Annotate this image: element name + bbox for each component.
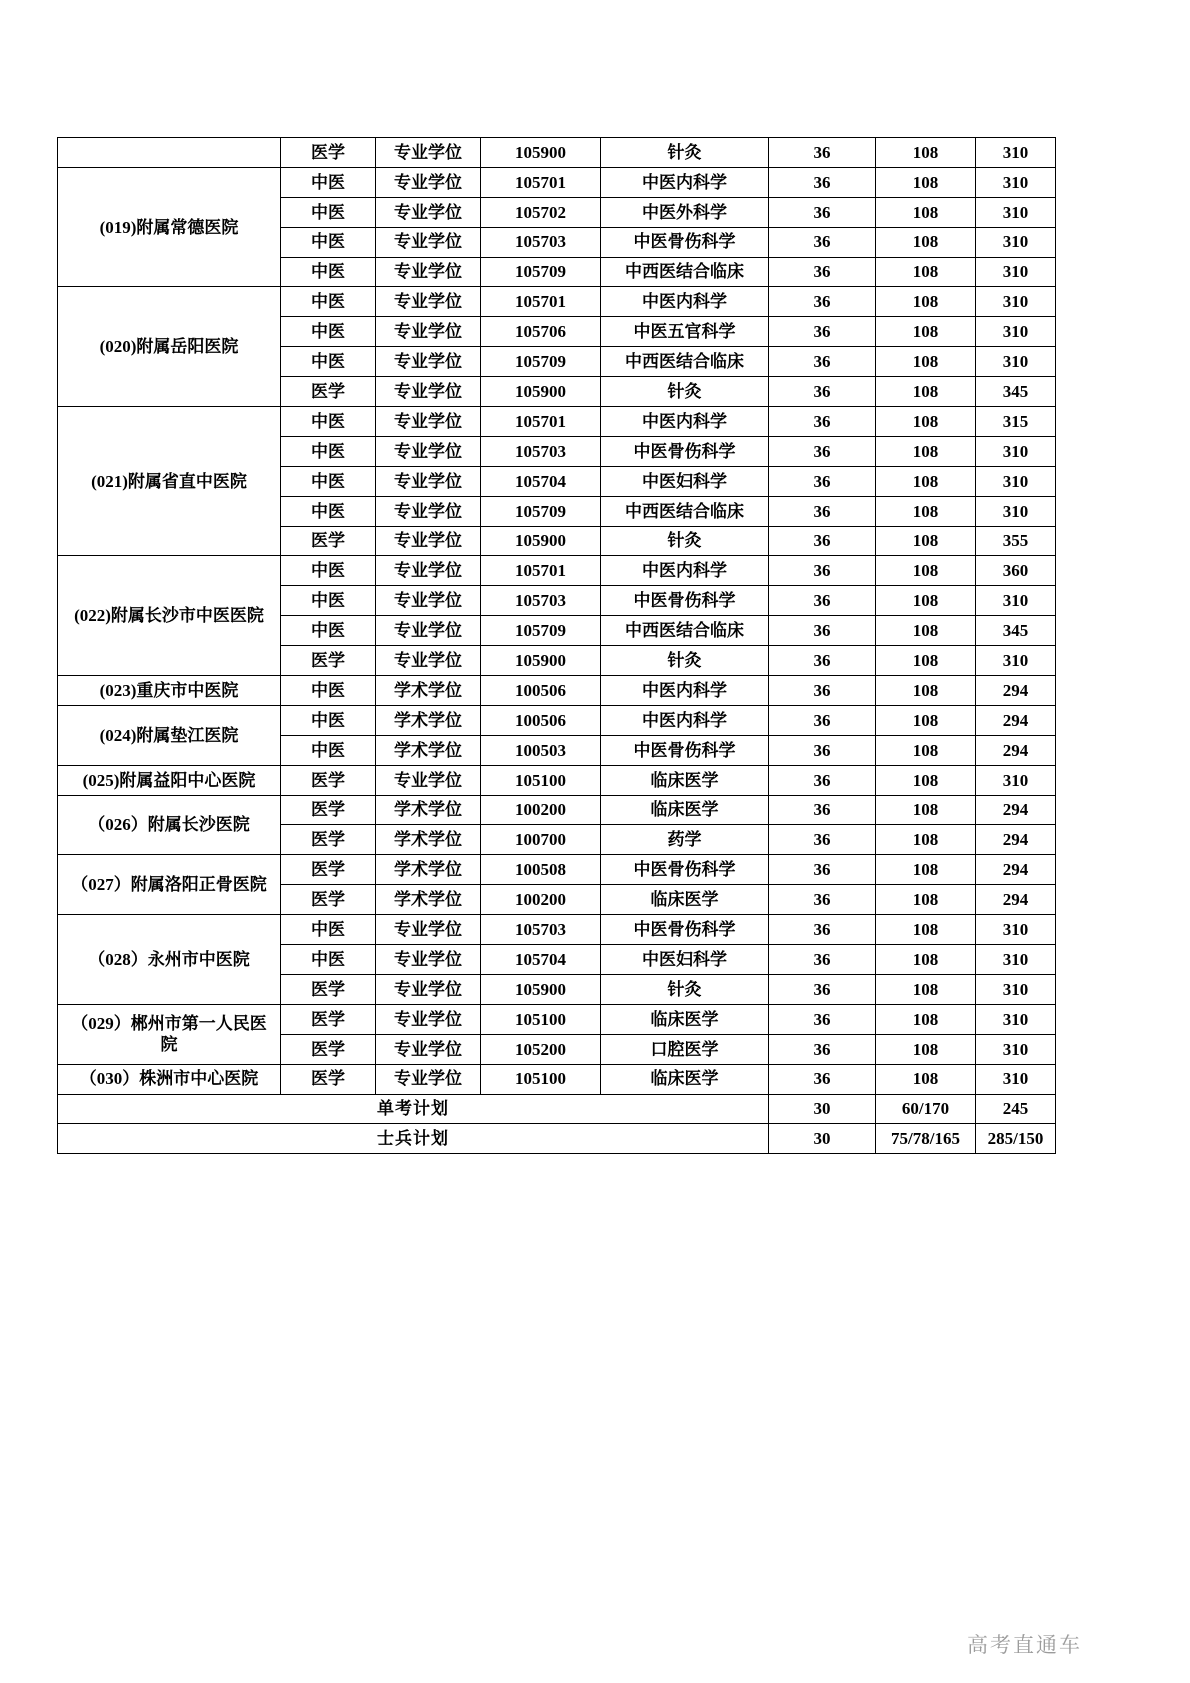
major-name-cell: 中西医结合临床 [601,257,769,287]
total-score-cell: 294 [976,735,1056,765]
major-name-cell: 口腔医学 [601,1034,769,1064]
hospital-name-cell: （029）郴州市第一人民医院 [58,1004,281,1064]
score-line-cell: 108 [876,646,976,676]
major-name-cell: 中医内科学 [601,676,769,706]
summary-total-score-cell: 245 [976,1094,1056,1124]
total-score-cell: 310 [976,945,1056,975]
table-row [58,556,1056,586]
total-score-cell: 310 [976,586,1056,616]
total-score-cell: 310 [976,915,1056,945]
admissions-table-body [58,138,1056,1154]
major-name-cell: 临床医学 [601,1004,769,1034]
major-code-cell: 105900 [481,646,601,676]
quota-cell: 36 [769,257,876,287]
total-score-cell: 310 [976,1004,1056,1034]
major-code-cell: 105709 [481,496,601,526]
degree-type-cell: 学术学位 [376,885,481,915]
major-code-cell: 100200 [481,885,601,915]
table-row [58,287,1056,317]
quota-cell: 36 [769,436,876,466]
hospital-name-cell [58,138,281,168]
quota-cell: 36 [769,616,876,646]
quota-cell: 36 [769,1004,876,1034]
major-code-cell: 105100 [481,765,601,795]
degree-type-cell: 专业学位 [376,616,481,646]
total-score-cell: 310 [976,167,1056,197]
quota-cell: 36 [769,765,876,795]
summary-quota-cell: 30 [769,1124,876,1154]
discipline-cell: 中医 [281,436,376,466]
table-row [58,1004,1056,1034]
major-code-cell: 105701 [481,167,601,197]
major-name-cell: 中医骨伤科学 [601,735,769,765]
total-score-cell: 310 [976,138,1056,168]
total-score-cell: 294 [976,676,1056,706]
quota-cell: 36 [769,885,876,915]
major-name-cell: 临床医学 [601,795,769,825]
quota-cell: 36 [769,167,876,197]
degree-type-cell: 专业学位 [376,257,481,287]
score-line-cell: 108 [876,227,976,257]
major-name-cell: 中医内科学 [601,705,769,735]
major-code-cell: 105709 [481,257,601,287]
major-name-cell: 中医内科学 [601,556,769,586]
discipline-cell: 医学 [281,1034,376,1064]
discipline-cell: 中医 [281,287,376,317]
hospital-name-cell: (022)附属长沙市中医医院 [58,556,281,676]
total-score-cell: 310 [976,436,1056,466]
degree-type-cell: 专业学位 [376,138,481,168]
major-name-cell: 中医妇科学 [601,945,769,975]
total-score-cell: 310 [976,227,1056,257]
score-line-cell: 108 [876,765,976,795]
total-score-cell: 310 [976,1064,1056,1094]
quota-cell: 36 [769,795,876,825]
score-line-cell: 108 [876,1004,976,1034]
discipline-cell: 医学 [281,526,376,556]
score-line-cell: 108 [876,407,976,437]
major-name-cell: 中医骨伤科学 [601,436,769,466]
quota-cell: 36 [769,496,876,526]
major-name-cell: 中医骨伤科学 [601,586,769,616]
degree-type-cell: 专业学位 [376,466,481,496]
discipline-cell: 医学 [281,885,376,915]
total-score-cell: 310 [976,287,1056,317]
degree-type-cell: 专业学位 [376,167,481,197]
total-score-cell: 310 [976,197,1056,227]
major-code-cell: 105706 [481,317,601,347]
total-score-cell: 294 [976,825,1056,855]
major-name-cell: 中医骨伤科学 [601,855,769,885]
summary-row [58,1124,1056,1154]
discipline-cell: 中医 [281,257,376,287]
major-name-cell: 中西医结合临床 [601,347,769,377]
discipline-cell: 中医 [281,915,376,945]
score-line-cell: 108 [876,616,976,646]
discipline-cell: 中医 [281,407,376,437]
quota-cell: 36 [769,138,876,168]
score-line-cell: 108 [876,197,976,227]
quota-cell: 36 [769,705,876,735]
score-line-cell: 108 [876,945,976,975]
quota-cell: 36 [769,227,876,257]
discipline-cell: 中医 [281,197,376,227]
summary-score-line-cell: 75/78/165 [876,1124,976,1154]
degree-type-cell: 专业学位 [376,1064,481,1094]
total-score-cell: 310 [976,317,1056,347]
degree-type-cell: 学术学位 [376,825,481,855]
degree-type-cell: 专业学位 [376,1004,481,1034]
score-line-cell: 108 [876,257,976,287]
quota-cell: 36 [769,825,876,855]
degree-type-cell: 专业学位 [376,646,481,676]
degree-type-cell: 专业学位 [376,227,481,257]
discipline-cell: 医学 [281,138,376,168]
degree-type-cell: 专业学位 [376,377,481,407]
degree-type-cell: 专业学位 [376,436,481,466]
major-code-cell: 100700 [481,825,601,855]
major-name-cell: 针灸 [601,974,769,1004]
degree-type-cell: 专业学位 [376,407,481,437]
hospital-name-cell: (025)附属益阳中心医院 [58,765,281,795]
major-name-cell: 中医骨伤科学 [601,227,769,257]
quota-cell: 36 [769,1064,876,1094]
total-score-cell: 310 [976,257,1056,287]
score-line-cell: 108 [876,436,976,466]
total-score-cell: 294 [976,795,1056,825]
total-score-cell: 294 [976,705,1056,735]
discipline-cell: 医学 [281,974,376,1004]
total-score-cell: 294 [976,855,1056,885]
major-name-cell: 中医内科学 [601,407,769,437]
major-code-cell: 105900 [481,138,601,168]
hospital-name-cell: （030）株洲市中心医院 [58,1064,281,1094]
total-score-cell: 345 [976,616,1056,646]
quota-cell: 36 [769,556,876,586]
quota-cell: 36 [769,855,876,885]
major-code-cell: 105701 [481,287,601,317]
discipline-cell: 医学 [281,795,376,825]
quota-cell: 36 [769,646,876,676]
discipline-cell: 医学 [281,1004,376,1034]
major-code-cell: 100200 [481,795,601,825]
discipline-cell: 中医 [281,945,376,975]
major-name-cell: 针灸 [601,646,769,676]
degree-type-cell: 学术学位 [376,676,481,706]
major-code-cell: 105200 [481,1034,601,1064]
quota-cell: 36 [769,945,876,975]
score-line-cell: 108 [876,526,976,556]
total-score-cell: 310 [976,466,1056,496]
major-code-cell: 105703 [481,227,601,257]
table-row [58,795,1056,825]
quota-cell: 36 [769,974,876,1004]
admissions-table [57,137,1056,1154]
discipline-cell: 中医 [281,496,376,526]
total-score-cell: 360 [976,556,1056,586]
hospital-name-cell: (021)附属省直中医院 [58,407,281,556]
major-code-cell: 105100 [481,1064,601,1094]
degree-type-cell: 专业学位 [376,347,481,377]
discipline-cell: 医学 [281,377,376,407]
quota-cell: 36 [769,197,876,227]
table-row [58,915,1056,945]
major-code-cell: 100503 [481,735,601,765]
score-line-cell: 108 [876,586,976,616]
discipline-cell: 中医 [281,676,376,706]
total-score-cell: 310 [976,347,1056,377]
major-code-cell: 105703 [481,915,601,945]
score-line-cell: 108 [876,705,976,735]
score-line-cell: 108 [876,974,976,1004]
total-score-cell: 310 [976,974,1056,1004]
score-line-cell: 108 [876,1064,976,1094]
major-name-cell: 中医五官科学 [601,317,769,347]
discipline-cell: 医学 [281,765,376,795]
major-code-cell: 105900 [481,377,601,407]
total-score-cell: 355 [976,526,1056,556]
quota-cell: 36 [769,676,876,706]
hospital-name-cell: (023)重庆市中医院 [58,676,281,706]
summary-score-line-cell: 60/170 [876,1094,976,1124]
major-name-cell: 临床医学 [601,765,769,795]
total-score-cell: 294 [976,885,1056,915]
major-code-cell: 100508 [481,855,601,885]
score-line-cell: 108 [876,287,976,317]
discipline-cell: 中医 [281,735,376,765]
major-code-cell: 100506 [481,676,601,706]
score-line-cell: 108 [876,167,976,197]
major-name-cell: 药学 [601,825,769,855]
score-line-cell: 108 [876,496,976,526]
discipline-cell: 医学 [281,1064,376,1094]
major-code-cell: 100506 [481,705,601,735]
quota-cell: 36 [769,317,876,347]
major-name-cell: 针灸 [601,138,769,168]
discipline-cell: 中医 [281,705,376,735]
discipline-cell: 中医 [281,317,376,347]
major-name-cell: 中西医结合临床 [601,616,769,646]
degree-type-cell: 学术学位 [376,855,481,885]
discipline-cell: 中医 [281,616,376,646]
discipline-cell: 中医 [281,347,376,377]
major-code-cell: 105709 [481,616,601,646]
discipline-cell: 医学 [281,825,376,855]
quota-cell: 36 [769,287,876,317]
degree-type-cell: 专业学位 [376,197,481,227]
major-code-cell: 105703 [481,586,601,616]
score-line-cell: 108 [876,795,976,825]
quota-cell: 36 [769,915,876,945]
quota-cell: 36 [769,1034,876,1064]
table-row [58,765,1056,795]
total-score-cell: 310 [976,496,1056,526]
table-row [58,676,1056,706]
major-code-cell: 105900 [481,526,601,556]
total-score-cell: 315 [976,407,1056,437]
major-name-cell: 中医妇科学 [601,466,769,496]
discipline-cell: 中医 [281,227,376,257]
discipline-cell: 中医 [281,167,376,197]
major-code-cell: 105701 [481,407,601,437]
major-name-cell: 临床医学 [601,1064,769,1094]
major-name-cell: 中医外科学 [601,197,769,227]
discipline-cell: 医学 [281,646,376,676]
degree-type-cell: 学术学位 [376,795,481,825]
score-line-cell: 108 [876,347,976,377]
score-line-cell: 108 [876,556,976,586]
table-row [58,138,1056,168]
quota-cell: 36 [769,347,876,377]
major-code-cell: 105704 [481,945,601,975]
quota-cell: 36 [769,466,876,496]
hospital-name-cell: （027）附属洛阳正骨医院 [58,855,281,915]
major-code-cell: 105703 [481,436,601,466]
table-row [58,855,1056,885]
score-line-cell: 108 [876,885,976,915]
degree-type-cell: 专业学位 [376,317,481,347]
score-line-cell: 108 [876,735,976,765]
total-score-cell: 310 [976,1034,1056,1064]
watermark-gaokao-zhitongche: 高考直通车 [967,1634,1082,1657]
degree-type-cell: 专业学位 [376,526,481,556]
score-line-cell: 108 [876,466,976,496]
major-code-cell: 105704 [481,466,601,496]
major-code-cell: 105100 [481,1004,601,1034]
major-code-cell: 105702 [481,197,601,227]
hospital-name-cell: （028）永州市中医院 [58,915,281,1005]
degree-type-cell: 学术学位 [376,735,481,765]
discipline-cell: 医学 [281,855,376,885]
quota-cell: 36 [769,377,876,407]
degree-type-cell: 专业学位 [376,945,481,975]
score-line-cell: 108 [876,915,976,945]
major-name-cell: 临床医学 [601,885,769,915]
hospital-name-cell: (019)附属常德医院 [58,167,281,287]
major-name-cell: 针灸 [601,377,769,407]
score-line-cell: 108 [876,377,976,407]
quota-cell: 36 [769,407,876,437]
total-score-cell: 310 [976,646,1056,676]
table-row [58,407,1056,437]
quota-cell: 36 [769,586,876,616]
score-line-cell: 108 [876,855,976,885]
score-line-cell: 108 [876,1034,976,1064]
degree-type-cell: 专业学位 [376,765,481,795]
degree-type-cell: 专业学位 [376,586,481,616]
major-name-cell: 针灸 [601,526,769,556]
major-code-cell: 105900 [481,974,601,1004]
table-row [58,705,1056,735]
score-line-cell: 108 [876,138,976,168]
table-row [58,167,1056,197]
summary-label-cell: 士兵计划 [58,1124,769,1154]
quota-cell: 36 [769,526,876,556]
discipline-cell: 中医 [281,556,376,586]
degree-type-cell: 专业学位 [376,287,481,317]
degree-type-cell: 专业学位 [376,1034,481,1064]
score-line-cell: 108 [876,676,976,706]
major-code-cell: 105709 [481,347,601,377]
major-code-cell: 105701 [481,556,601,586]
degree-type-cell: 专业学位 [376,496,481,526]
quota-cell: 36 [769,735,876,765]
major-name-cell: 中医内科学 [601,167,769,197]
degree-type-cell: 专业学位 [376,974,481,1004]
degree-type-cell: 专业学位 [376,556,481,586]
hospital-name-cell: (024)附属垫江医院 [58,705,281,765]
discipline-cell: 中医 [281,586,376,616]
hospital-name-cell: (020)附属岳阳医院 [58,287,281,407]
summary-row [58,1094,1056,1124]
major-name-cell: 中医内科学 [601,287,769,317]
hospital-name-cell: （026）附属长沙医院 [58,795,281,855]
summary-quota-cell: 30 [769,1094,876,1124]
major-name-cell: 中西医结合临床 [601,496,769,526]
degree-type-cell: 学术学位 [376,705,481,735]
degree-type-cell: 专业学位 [376,915,481,945]
discipline-cell: 中医 [281,466,376,496]
summary-label-cell: 单考计划 [58,1094,769,1124]
score-line-cell: 108 [876,317,976,347]
major-name-cell: 中医骨伤科学 [601,915,769,945]
table-row [58,1064,1056,1094]
total-score-cell: 310 [976,765,1056,795]
total-score-cell: 345 [976,377,1056,407]
score-line-cell: 108 [876,825,976,855]
summary-total-score-cell: 285/150 [976,1124,1056,1154]
